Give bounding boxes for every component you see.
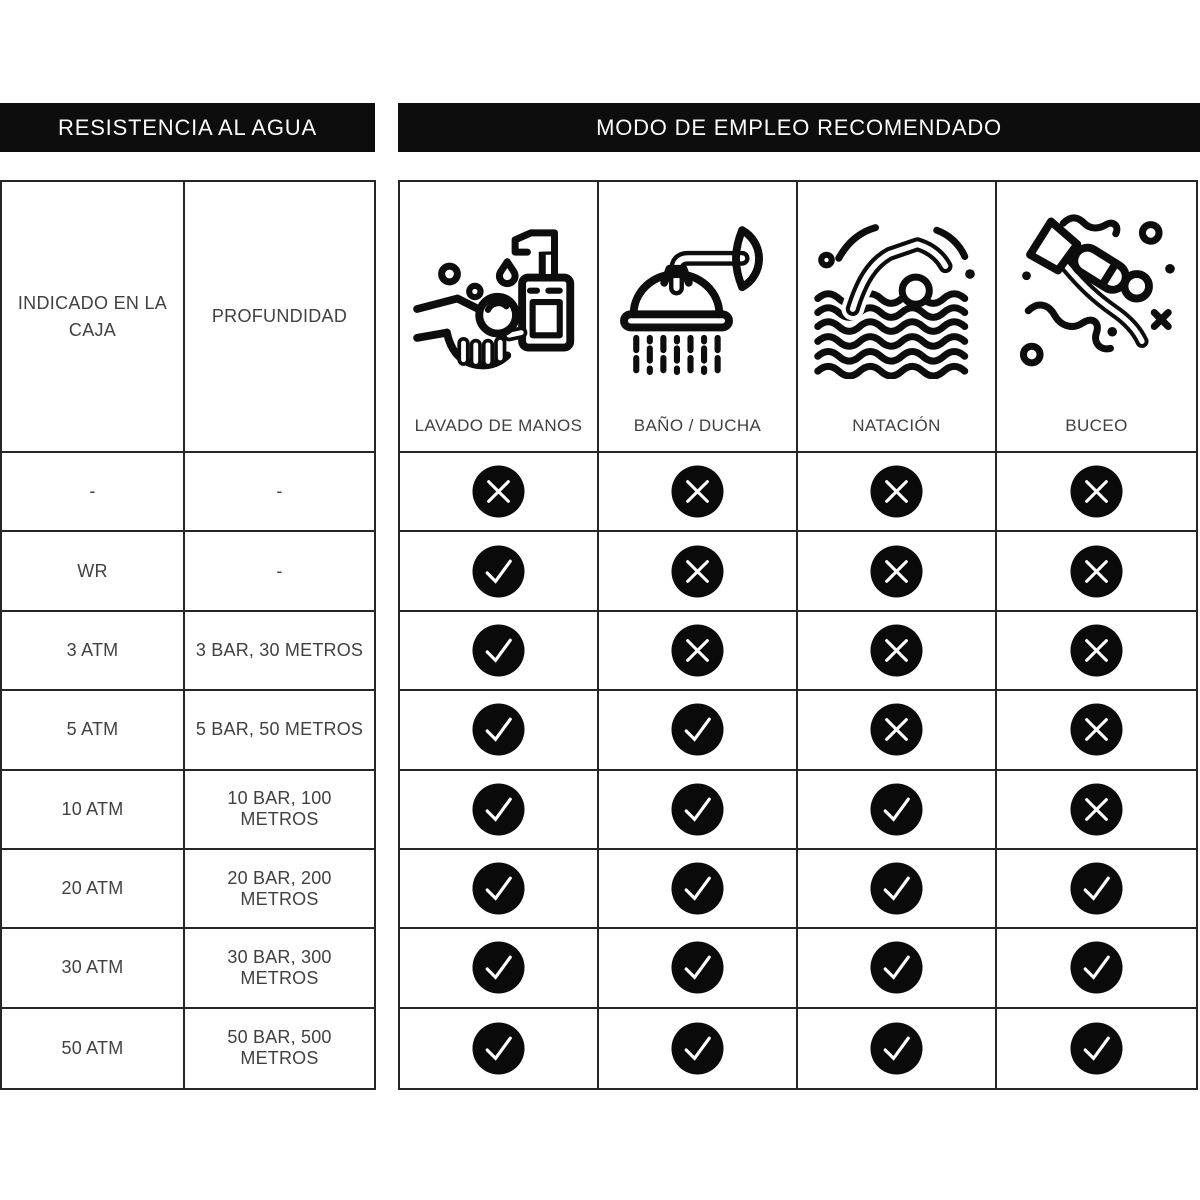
check-icon: [1069, 1021, 1124, 1076]
cross-icon: [869, 464, 924, 519]
row-profundidad-cell: -: [185, 453, 374, 532]
check-icon: [670, 940, 725, 995]
mark-cell: [400, 691, 599, 770]
check-icon: [471, 861, 526, 916]
row-profundidad-cell: 20 BAR, 200 METROS: [185, 850, 374, 929]
row-caja-cell: WR: [2, 532, 185, 611]
row-profundidad-cell: 3 BAR, 30 METROS: [185, 612, 374, 691]
check-icon: [869, 1021, 924, 1076]
mark-cell: [599, 850, 798, 929]
mark-cell: [997, 612, 1196, 691]
row-caja-cell: 3 ATM: [2, 612, 185, 691]
cross-icon: [670, 623, 725, 678]
mark-cell: [798, 929, 997, 1008]
right-panel-title: MODO DE EMPLEO RECOMENDADO: [596, 114, 1002, 140]
activity-header-lavado-de-manos: [400, 182, 599, 453]
left-panel-header: [0, 103, 375, 152]
mark-cell: [599, 929, 798, 1008]
mark-cell: [798, 1009, 997, 1088]
cross-icon: [1069, 782, 1124, 837]
mark-cell: [400, 929, 599, 1008]
activity-label: BUCEO: [1065, 416, 1128, 435]
row-profundidad-cell: 50 BAR, 500 METROS: [227, 1027, 332, 1069]
column-header-caja: INDICADO EN LA CAJA: [2, 182, 185, 453]
check-icon: [869, 940, 924, 995]
mark-cell: [798, 771, 997, 850]
mark-cell: [997, 1009, 1196, 1088]
row-profundidad-cell: -: [185, 532, 374, 611]
activity-header-buceo: [997, 182, 1196, 453]
mark-cell: [997, 453, 1196, 532]
check-icon: [1069, 940, 1124, 995]
row-profundidad-cell: 5 BAR, 50 METROS: [185, 691, 374, 770]
diving-icon: [1009, 204, 1184, 379]
row-profundidad-cell: 10 BAR, 100 METROS: [185, 771, 374, 850]
check-icon: [471, 544, 526, 599]
activity-label: LAVADO DE MANOS: [414, 416, 583, 435]
check-icon: [670, 861, 725, 916]
cross-icon: [1069, 544, 1124, 599]
check-icon: [471, 623, 526, 678]
mark-cell: [599, 612, 798, 691]
check-icon: [471, 782, 526, 837]
row-caja-cell: 30 ATM: [2, 929, 185, 1008]
row-caja-cell: -: [2, 453, 185, 532]
column-header-profundidad: PROFUNDIDAD: [185, 182, 374, 453]
row-profundidad-cell: 30 BAR, 300 METROS: [185, 929, 374, 1008]
mark-cell: [599, 1009, 798, 1088]
mark-cell: [997, 691, 1196, 770]
row-caja-cell: 10 ATM: [2, 771, 185, 850]
usage-table: [398, 180, 1198, 1090]
mark-cell: [400, 532, 599, 611]
swimming-icon: [809, 204, 984, 379]
row-caja-cell: 20 ATM: [2, 850, 185, 929]
mark-cell: [599, 771, 798, 850]
check-icon: [1069, 861, 1124, 916]
mark-cell: [997, 532, 1196, 611]
row-caja-cell: 5 ATM: [2, 691, 185, 770]
cross-icon: [670, 544, 725, 599]
mark-cell: [400, 453, 599, 532]
activity-header-bano-ducha: [599, 182, 798, 453]
right-panel-header: [398, 103, 1200, 152]
mark-cell: [400, 850, 599, 929]
mark-cell: [997, 929, 1196, 1008]
cross-icon: [869, 623, 924, 678]
mark-cell: [997, 771, 1196, 850]
mark-cell: [400, 771, 599, 850]
mark-cell: [997, 850, 1196, 929]
mark-cell: [798, 850, 997, 929]
cross-icon: [869, 702, 924, 757]
check-icon: [670, 702, 725, 757]
mark-cell: [798, 691, 997, 770]
mark-cell: [599, 691, 798, 770]
check-icon: [670, 1021, 725, 1076]
row-caja-cell: 50 ATM: [2, 1009, 185, 1088]
activity-header-natacion: [798, 182, 997, 453]
activity-label: NATACIÓN: [852, 416, 941, 435]
check-icon: [471, 940, 526, 995]
mark-cell: [798, 453, 997, 532]
water-resistance-table: [0, 180, 376, 1090]
mark-cell: [599, 532, 798, 611]
cross-icon: [1069, 623, 1124, 678]
mark-cell: [798, 532, 997, 611]
check-icon: [471, 702, 526, 757]
check-icon: [869, 782, 924, 837]
check-icon: [471, 1021, 526, 1076]
cross-icon: [670, 464, 725, 519]
mark-cell: [400, 612, 599, 691]
mark-cell: [798, 612, 997, 691]
left-panel-title: RESISTENCIA AL AGUA: [58, 114, 317, 140]
check-icon: [869, 861, 924, 916]
mark-cell: [400, 1009, 599, 1088]
check-icon: [670, 782, 725, 837]
shower-icon: [610, 204, 785, 379]
cross-icon: [1069, 702, 1124, 757]
activity-label: BAÑO / DUCHA: [633, 416, 762, 435]
cross-icon: [1069, 464, 1124, 519]
cross-icon: [869, 544, 924, 599]
cross-icon: [471, 464, 526, 519]
mark-cell: [599, 453, 798, 532]
handwash-icon: [411, 204, 586, 379]
